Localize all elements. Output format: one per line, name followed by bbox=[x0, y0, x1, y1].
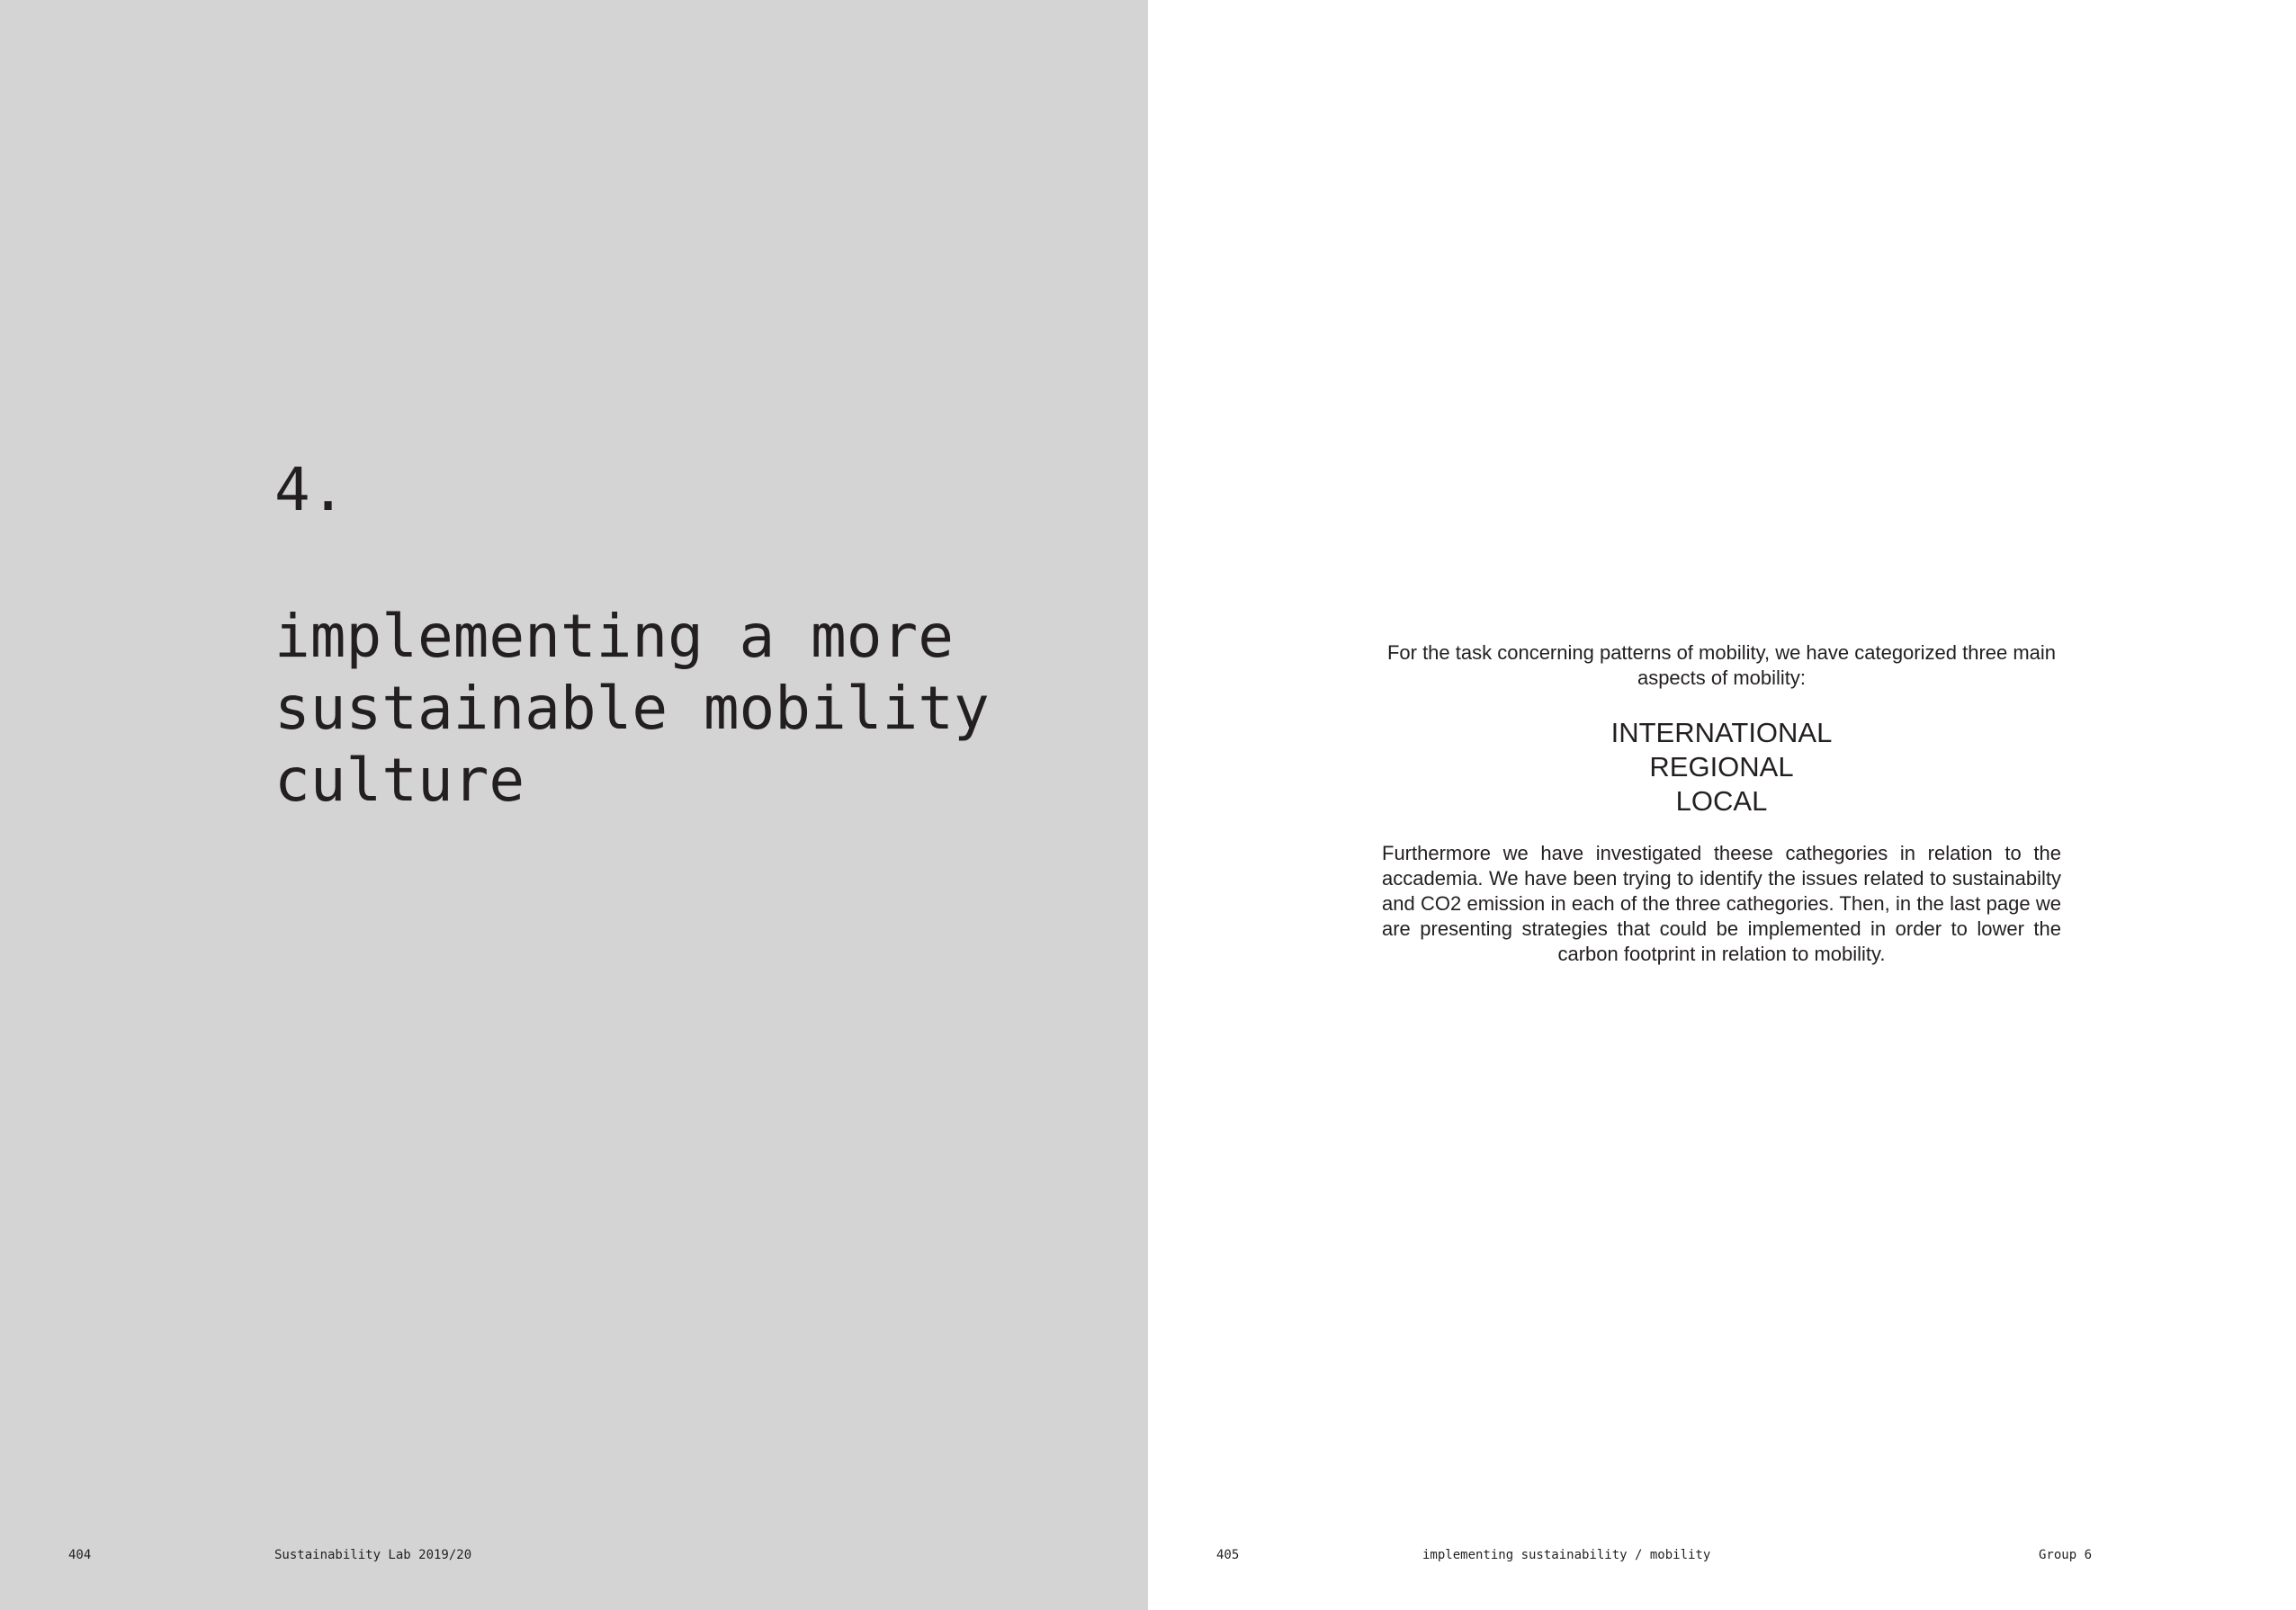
group-label: Group 6 bbox=[2039, 1548, 2093, 1562]
mobility-categories-list bbox=[1382, 716, 2061, 818]
left-page-number: 404 bbox=[68, 1548, 92, 1562]
body-paragraph: Furthermore we have investigated theese cathegories in relation to the accademia. We have been trying to identify the issues related to sustainabilty and CO2 emission in each of the three cathegories. Then, in the last page we are presenting strategies that could be implemented in order to lower the carbon footprint in relation to mobility. bbox=[1382, 842, 2061, 965]
left-running-title: Sustainability Lab 2019/20 bbox=[274, 1548, 472, 1562]
chapter-number: 4. bbox=[274, 455, 346, 524]
chapter-title-line: culture bbox=[274, 746, 525, 815]
right-running-title: implementing sustainability / mobility bbox=[1422, 1548, 1711, 1562]
category-regional: REGIONAL bbox=[1649, 751, 1794, 783]
category-local: LOCAL bbox=[1675, 785, 1768, 817]
intro-paragraph: For the task concerning patterns of mobility, we have categorized three main aspects of mobility: bbox=[1386, 641, 2057, 689]
right-page bbox=[1148, 0, 2296, 1610]
category-international: INTERNATIONAL bbox=[1610, 717, 1833, 748]
right-page-number: 405 bbox=[1216, 1548, 1240, 1562]
chapter-title-line: sustainable mobility bbox=[274, 674, 990, 743]
chapter-title-line: implementing a more bbox=[274, 602, 954, 671]
chapter-title bbox=[274, 601, 1084, 817]
